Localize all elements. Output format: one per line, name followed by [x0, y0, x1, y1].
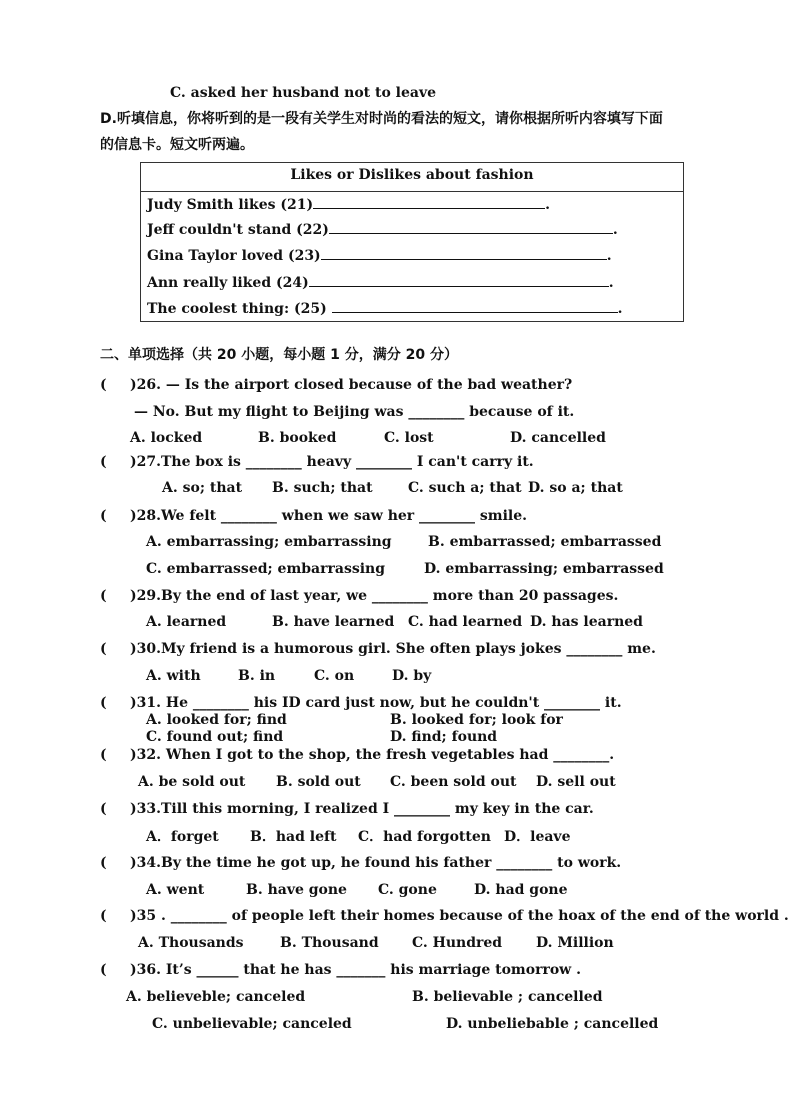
answer-blank-22[interactable]: [329, 220, 613, 234]
info-card-row-25: [147, 299, 622, 318]
info-card-table: [140, 162, 684, 322]
question-text: )28.We felt ________ when we saw her ________ smile.: [130, 508, 528, 524]
answer-blank-25[interactable]: [332, 299, 618, 313]
option-c[interactable]: C. on: [314, 668, 355, 684]
answer-blank-23[interactable]: [321, 246, 607, 260]
option-b[interactable]: B. in: [238, 668, 276, 684]
question-33: [100, 800, 720, 818]
question-32-options: [138, 773, 618, 791]
option-a[interactable]: A. be sold out: [138, 774, 246, 790]
question-text: )35 . ________ of people left their homes because of the hoax of the end of the world .: [130, 908, 789, 924]
option-d[interactable]: D. find; found: [390, 729, 498, 745]
option-c[interactable]: C．had forgotten: [358, 829, 491, 845]
answer-paren[interactable]: (: [100, 588, 107, 604]
question-33-options: [146, 828, 586, 846]
info-card-label: Gina Taylor loved (23): [147, 248, 321, 264]
option-c[interactable]: C. found out; find: [146, 729, 284, 745]
answer-paren[interactable]: (: [100, 962, 107, 978]
question-26-reply: — No. But my flight to Beijing was ________ because of it.: [134, 404, 575, 420]
answer-paren[interactable]: (: [100, 695, 107, 711]
info-card-label: Judy Smith likes (21): [147, 197, 314, 213]
option-a[interactable]: A. Thousands: [138, 935, 244, 951]
question-28-options-row2: [146, 560, 664, 578]
question-29: [100, 587, 720, 605]
option-d[interactable]: D. cancelled: [510, 430, 606, 446]
option-b[interactable]: B. Thousand: [280, 935, 379, 951]
section-2-title: 二、单项选择（共 20 小题，每小题 1 分，满分 20 分）: [100, 347, 458, 363]
info-card-title: Likes or Dislikes about fashion: [141, 163, 683, 192]
question-26-options: [130, 429, 650, 447]
question-29-options: [146, 613, 646, 631]
answer-paren[interactable]: (: [100, 641, 107, 657]
question-32: [100, 746, 720, 764]
info-card-row-end: .: [612, 222, 618, 238]
info-card-row-end: .: [608, 275, 614, 291]
option-c[interactable]: C. lost: [384, 430, 434, 446]
question-text: )34.By the time he got up, he found his father ________ to work.: [130, 855, 622, 871]
section-d-instruction-line1: D.听填信息，你将听到的是一段有关学生对时尚的看法的短文，请你根据所听内容填写下面: [100, 111, 663, 127]
option-b[interactable]: B. have gone: [246, 882, 347, 898]
info-card-label: Jeff couldn't stand (22): [147, 222, 329, 238]
answer-paren[interactable]: (: [100, 508, 107, 524]
question-text: )31. He ________ his ID card just now, but he couldn't ________ it.: [130, 695, 622, 711]
option-a[interactable]: A. locked: [130, 430, 203, 446]
answer-paren[interactable]: (: [100, 454, 107, 470]
option-a[interactable]: A. embarrassing; embarrassing: [146, 534, 392, 550]
option-c[interactable]: C. unbelievable; canceled: [152, 1016, 352, 1032]
question-text: )29.By the end of last year, we ________ more than 20 passages.: [130, 588, 619, 604]
answer-paren[interactable]: (: [100, 908, 107, 924]
question-text: )26. — Is the airport closed because of the bad weather?: [130, 377, 573, 393]
option-c[interactable]: C. gone: [378, 882, 437, 898]
option-d[interactable]: D. unbeliebable ; cancelled: [446, 1016, 659, 1032]
option-d[interactable]: D. so a; that: [528, 480, 623, 496]
question-31: [100, 694, 720, 712]
option-d[interactable]: D．leave: [504, 829, 571, 845]
info-card-row-end: .: [545, 197, 550, 213]
previous-question-option-c: C. asked her husband not to leave: [170, 85, 437, 101]
option-d[interactable]: D. had gone: [474, 882, 568, 898]
question-36-options-row2: [152, 1015, 659, 1033]
option-a[interactable]: A. believeble; canceled: [126, 989, 306, 1005]
option-d[interactable]: D. by: [392, 668, 432, 684]
section-d-instruction-line2: 的信息卡。短文听两遍。: [100, 137, 254, 153]
option-b[interactable]: B. embarrassed; embarrassed: [428, 534, 662, 550]
question-28: [100, 507, 720, 525]
option-c[interactable]: C. had learned: [408, 614, 523, 630]
question-36-options-row1: [126, 988, 626, 1006]
question-34-options: [146, 881, 586, 899]
option-d[interactable]: D. sell out: [536, 774, 616, 790]
question-text: )33.Till this morning, I realized I ________ my key in the car.: [130, 801, 594, 817]
question-31-options-row1: [146, 711, 646, 729]
answer-paren[interactable]: (: [100, 801, 107, 817]
question-text: )27.The box is ________ heavy ________ I can't carry it.: [130, 454, 534, 470]
option-d[interactable]: D. embarrassing; embarrassed: [424, 561, 664, 577]
option-b[interactable]: B. have learned: [272, 614, 395, 630]
option-a[interactable]: A. learned: [146, 614, 227, 630]
answer-blank-21[interactable]: [313, 195, 545, 209]
option-a[interactable]: A．forget: [146, 829, 219, 845]
question-31-options-row2: [146, 728, 646, 746]
question-28-options-row1: [146, 533, 662, 551]
option-c[interactable]: C. been sold out: [390, 774, 517, 790]
question-text: )30.My friend is a humorous girl. She often plays jokes ________ me.: [130, 641, 656, 657]
question-text: )36. It’s ______ that he has _______ his marriage tomorrow .: [130, 962, 581, 978]
question-30-options: [146, 667, 466, 685]
answer-paren[interactable]: (: [100, 747, 107, 763]
option-a[interactable]: A. looked for; find: [146, 712, 287, 728]
question-34: [100, 854, 720, 872]
option-d[interactable]: D. has learned: [530, 614, 643, 630]
option-c[interactable]: C. such a; that: [408, 480, 522, 496]
option-b[interactable]: B. looked for; look for: [390, 712, 563, 728]
question-36: [100, 961, 720, 979]
question-35: [100, 907, 789, 925]
question-30: [100, 640, 720, 658]
option-a[interactable]: A. so; that: [162, 480, 243, 496]
question-text: )32. When I got to the shop, the fresh vegetables had ________.: [130, 747, 615, 763]
option-a[interactable]: A. with: [146, 668, 201, 684]
option-c[interactable]: C. Hundred: [412, 935, 503, 951]
info-card-label: Ann really liked (24): [147, 275, 309, 291]
answer-paren[interactable]: (: [100, 855, 107, 871]
question-26: [100, 376, 720, 394]
option-b[interactable]: B. such; that: [272, 480, 373, 496]
answer-blank-24[interactable]: [309, 273, 609, 287]
option-c[interactable]: C. embarrassed; embarrassing: [146, 561, 386, 577]
option-d[interactable]: D. Million: [536, 935, 614, 951]
option-a[interactable]: A. went: [146, 882, 205, 898]
question-35-options: [138, 934, 618, 952]
option-b[interactable]: B. sold out: [276, 774, 361, 790]
option-b[interactable]: B. believable ; cancelled: [412, 989, 603, 1005]
option-b[interactable]: B．had left: [250, 829, 337, 845]
question-27-options: [162, 479, 622, 497]
info-card-label: The coolest thing: (25): [147, 301, 332, 317]
info-card-row-21: [147, 195, 550, 214]
info-card-row-22: [147, 220, 618, 239]
question-27: [100, 453, 720, 471]
info-card-row-end: .: [606, 248, 612, 264]
info-card-row-end: .: [617, 301, 623, 317]
info-card-row-24: [147, 273, 614, 292]
answer-paren[interactable]: (: [100, 377, 107, 393]
option-b[interactable]: B. booked: [258, 430, 337, 446]
info-card-row-23: [147, 246, 612, 265]
